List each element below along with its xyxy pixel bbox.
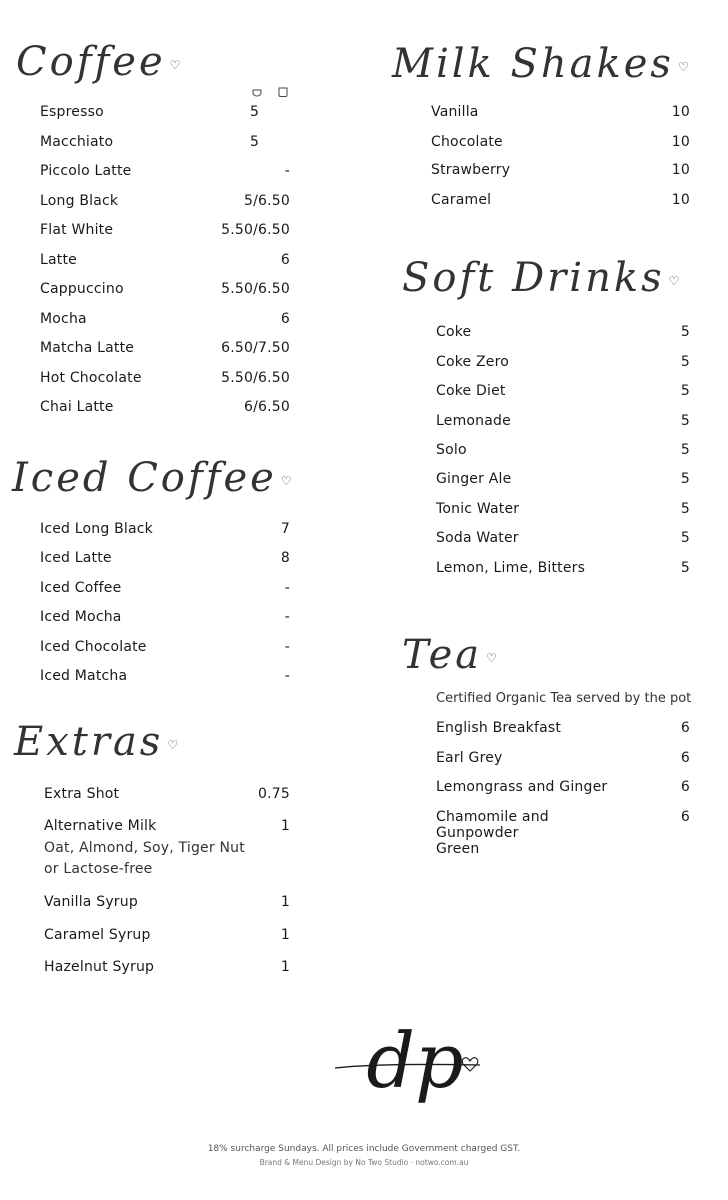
heart-icon: ♡ [167, 738, 179, 752]
menu-item: Iced Long Black 7 [40, 521, 290, 537]
soft-drinks-heading: Soft Drinks ♡ [402, 255, 680, 301]
menu-item: English Breakfast 6 [436, 720, 690, 736]
menu-item: Solo 5 [436, 442, 690, 458]
heart-icon: ♡ [668, 274, 680, 288]
menu-item: Lemon, Lime, Bitters 5 [436, 560, 690, 576]
menu-item: Caramel 10 [431, 192, 690, 208]
dp-logo [330, 995, 500, 1125]
menu-item: Earl Grey 6 [436, 750, 690, 766]
cup-size-icon [250, 86, 290, 98]
menu-item: Hazelnut Syrup 1 [44, 959, 290, 975]
coffee-heading: Coffee ♡ [16, 39, 181, 85]
menu-item: Lemongrass and Ginger 6 [436, 779, 690, 795]
tea-note: Certified Organic Tea served by the pot [436, 691, 692, 706]
menu-item: Iced Chocolate - [40, 639, 290, 655]
menu-item: Macchiato 5 [40, 134, 260, 150]
surcharge-note: 18% surcharge Sundays. All prices include Government charged GST. [207, 1144, 521, 1154]
heart-icon: ♡ [280, 474, 292, 488]
item-description: Oat, Almond, Soy, Tiger Nut or Lactose-free [44, 840, 245, 877]
menu-item: Coke Diet 5 [436, 383, 690, 399]
iced-coffee-heading: Iced Coffee ♡ [12, 455, 292, 501]
menu-item: Ginger Ale 5 [436, 471, 690, 487]
menu-item: Tonic Water 5 [436, 501, 690, 517]
menu-item: Piccolo Latte - [40, 163, 290, 179]
design-credit: Brand & Menu Design by No Two Studio · notwo.com.au [259, 1158, 469, 1167]
menu-item: Hot Chocolate 5.50/6.50 [40, 370, 290, 386]
heart-icon: ♡ [486, 651, 497, 665]
menu-item: Iced Coffee - [40, 580, 290, 596]
heart-icon: ♡ [169, 58, 181, 72]
menu-item: Vanilla Syrup 1 [44, 894, 290, 910]
menu-item: Iced Mocha - [40, 609, 290, 625]
menu-item: Mocha 6 [40, 311, 290, 327]
heart-icon: ♡ [677, 60, 689, 74]
menu-item: Long Black 5/6.50 [40, 193, 290, 209]
menu-item: Extra Shot 0.75 [44, 786, 290, 802]
menu-item: Vanilla 10 [431, 104, 690, 120]
menu-item: Chai Latte 6/6.50 [40, 399, 290, 415]
extras-heading: Extras ♡ [14, 719, 179, 765]
menu-item: Cappuccino 5.50/6.50 [40, 281, 290, 297]
milk-shakes-heading: Milk Shakes ♡ [392, 41, 689, 87]
menu-item: Iced Matcha - [40, 668, 290, 684]
menu-item: Espresso 5 [40, 104, 260, 120]
menu-item: Soda Water 5 [436, 530, 690, 546]
menu-item: Coke Zero 5 [436, 354, 690, 370]
menu-item: Caramel Syrup 1 [44, 927, 290, 943]
menu-item: Coke 5 [436, 324, 690, 340]
menu-item: Chocolate 10 [431, 134, 690, 150]
menu-item: Iced Latte 8 [40, 550, 290, 566]
menu-item: Matcha Latte 6.50/7.50 [40, 340, 290, 356]
menu-item: Latte 6 [40, 252, 290, 268]
menu-item: Strawberry 10 [431, 162, 690, 178]
menu-item: Chamomile and Gunpowder Green 6 [436, 809, 690, 857]
logo-text: dp [366, 1016, 464, 1105]
tea-heading: Tea ♡ [402, 632, 497, 678]
menu-item: Lemonade 5 [436, 413, 690, 429]
menu-item: Flat White 5.50/6.50 [40, 222, 290, 238]
menu-item: Alternative Milk 1 [44, 818, 290, 834]
